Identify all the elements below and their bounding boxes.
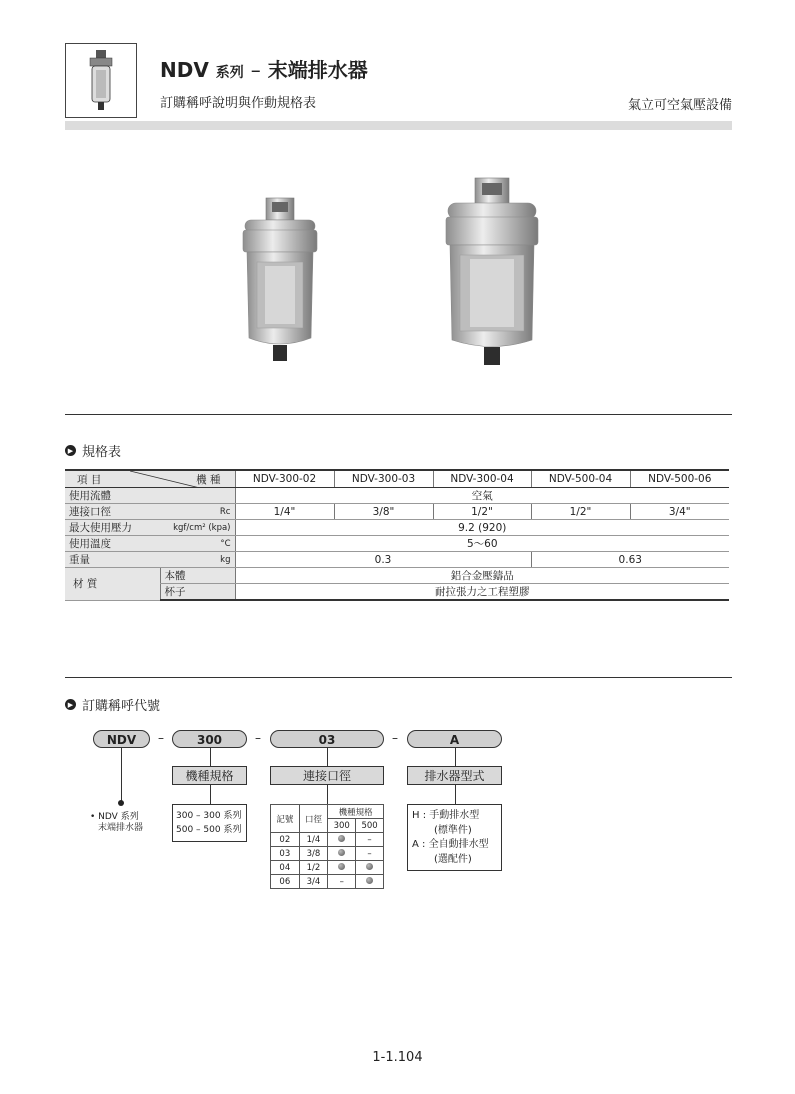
port-row: 06 3/4 – — [271, 875, 384, 889]
page-number: 1-1.104 — [372, 1050, 423, 1065]
spec-row-fluid: 使用流體 空氣 — [65, 488, 729, 504]
series-note: • NDV 系列 末端排水器 — [90, 812, 144, 833]
category-label: 氣立可空氣壓設備 — [627, 98, 732, 113]
drain-type-box: H : 手動排水型 (標準件) A : 全自動排水型 (選配件) — [407, 804, 502, 871]
available-dot-icon — [338, 863, 345, 870]
spec-header-cell: 項 目 機 種 — [65, 470, 235, 488]
spec-row-material-cup: 杯子 耐拉張力之工程塑膠 — [65, 584, 729, 601]
connector-line — [121, 748, 122, 802]
connector-line — [327, 785, 328, 804]
available-dot-icon — [366, 863, 373, 870]
header-bar — [65, 121, 732, 130]
code-dash: – — [255, 731, 261, 745]
connector-dot — [118, 800, 124, 806]
diagonal-divider — [130, 471, 200, 488]
product-thumbnail — [65, 43, 137, 118]
code-dash: – — [158, 731, 164, 745]
port-size-table: 記號 口徑 機種規格 300 500 02 1/4 – 03 3/8 – 04 1/2 06 3/4 – — [270, 804, 384, 889]
product-photo-ndv-300 — [235, 190, 325, 365]
model-header: NDV-300-02 — [235, 470, 334, 488]
spec-row-pressure: 最大使用壓力 kgf/cm² (kpa) 9.2 (920) — [65, 520, 729, 536]
spec-row-port: 連接口徑 Rc 1/4" 3/8" 1/2" 1/2" 3/4" — [65, 504, 729, 520]
code-part-drain: A — [407, 730, 502, 748]
page-subtitle: 訂購稱呼說明與作動規格表 — [160, 96, 317, 111]
code-part-model: 300 — [172, 730, 247, 748]
available-dot-icon — [366, 877, 373, 884]
spec-row-material-body: 材 質 本體 鋁合金壓鑄品 — [65, 568, 729, 584]
bullet-arrow-icon: ▶ — [65, 699, 76, 710]
model-header: NDV-300-03 — [334, 470, 433, 488]
connector-line — [327, 748, 328, 766]
code-dash: – — [392, 731, 398, 745]
connector-line — [210, 785, 211, 804]
spec-row-temperature: 使用溫度 °C 5～60 — [65, 536, 729, 552]
drain-type-title: 排水器型式 — [407, 766, 502, 785]
connector-line — [455, 748, 456, 766]
available-dot-icon — [338, 835, 345, 842]
section-rule — [65, 414, 732, 415]
port-size-title: 連接口徑 — [270, 766, 384, 785]
product-photo-ndv-500 — [440, 175, 545, 370]
spec-header-row — [65, 470, 729, 488]
spec-table — [65, 469, 729, 601]
model-header: NDV-500-04 — [531, 470, 630, 488]
model-header: NDV-300-04 — [433, 470, 531, 488]
spec-row-weight: 重量 kg 0.3 0.63 — [65, 552, 729, 568]
port-size-table-wrap — [270, 804, 384, 889]
port-row: 04 1/2 — [271, 861, 384, 875]
model-header: NDV-500-06 — [630, 470, 729, 488]
available-dot-icon — [338, 849, 345, 856]
model-spec-box: 300 – 300 系列 500 – 500 系列 — [172, 804, 247, 842]
connector-line — [455, 785, 456, 804]
code-part-series: NDV — [93, 730, 150, 748]
page-title: NDV 系列 – 末端排水器 — [160, 58, 368, 82]
order-heading: ▶ 訂購稱呼代號 — [65, 695, 160, 714]
port-row: 03 3/8 – — [271, 847, 384, 861]
code-part-port: 03 — [270, 730, 384, 748]
bullet-arrow-icon: ▶ — [65, 445, 76, 456]
connector-line — [210, 748, 211, 766]
section-rule — [65, 677, 732, 678]
model-spec-title: 機種規格 — [172, 766, 247, 785]
spec-heading: ▶ 規格表 — [65, 441, 121, 460]
port-row: 02 1/4 – — [271, 833, 384, 847]
